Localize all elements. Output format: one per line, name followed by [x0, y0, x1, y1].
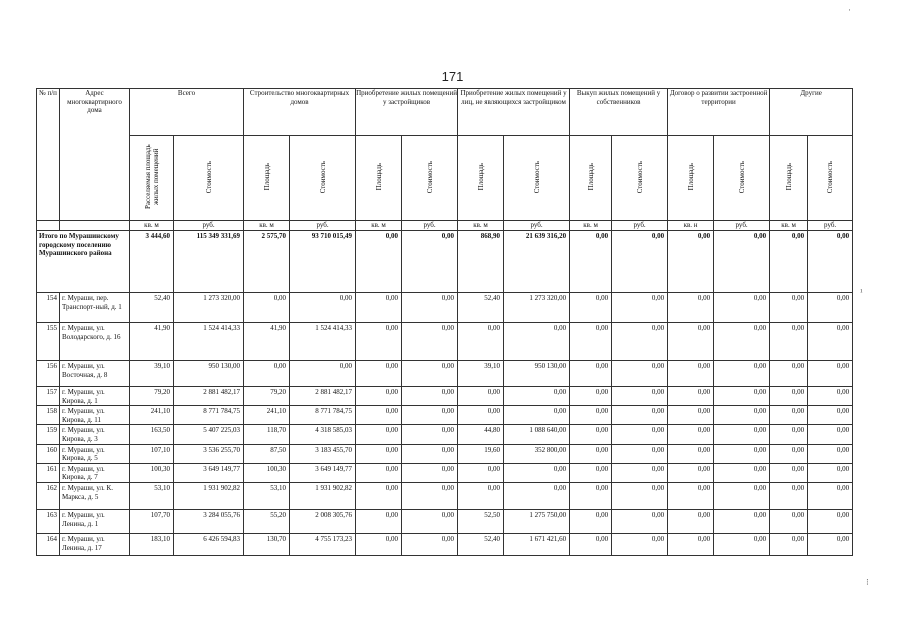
row-value: 0,00 — [570, 463, 612, 482]
row-value: 0,00 — [356, 323, 402, 361]
row-value: 0,00 — [402, 293, 458, 323]
unit-label: кв. м — [244, 221, 290, 231]
total-value: 21 639 316,20 — [504, 231, 570, 293]
row-address: г. Мураши, ул. Кирова, д. 7 — [60, 463, 130, 482]
total-value: 0,00 — [570, 231, 612, 293]
unit-label: руб. — [612, 221, 668, 231]
row-value: 0,00 — [668, 323, 714, 361]
row-value: 0,00 — [402, 425, 458, 444]
row-value: 8 771 784,75 — [174, 406, 244, 425]
row-value: 0,00 — [808, 509, 853, 533]
row-value: 0,00 — [714, 444, 770, 463]
row-value: 53,10 — [130, 482, 174, 509]
row-value: 183,10 — [130, 533, 174, 555]
row-address: г. Мураши, ул. Кирова, д. 5 — [60, 444, 130, 463]
row-value: 0,00 — [402, 387, 458, 406]
row-number: 156 — [37, 361, 60, 387]
row-value: 3 183 455,70 — [290, 444, 356, 463]
row-value: 0,00 — [714, 482, 770, 509]
row-value: 0,00 — [668, 425, 714, 444]
table-row — [37, 323, 853, 361]
row-value: 0,00 — [570, 425, 612, 444]
row-number: 162 — [37, 482, 60, 509]
total-value: 0,00 — [770, 231, 808, 293]
row-value: 0,00 — [570, 482, 612, 509]
table-row — [37, 293, 853, 323]
row-value: 41,90 — [130, 323, 174, 361]
header-from-nondevelopers: Приобретение жилых помещений у лиц, не являющихся застройщиком — [458, 89, 570, 136]
row-value: 55,20 — [244, 509, 290, 533]
row-address: г. Мураши, ул. Восточная, д. 8 — [60, 361, 130, 387]
subheader-cost — [174, 136, 244, 221]
row-address: г. Мураши, ул. Ленина, д. 17 — [60, 533, 130, 555]
row-number: 164 — [37, 533, 60, 555]
row-value: 0,00 — [714, 406, 770, 425]
row-value: 0,00 — [612, 533, 668, 555]
row-value: 2 881 482,17 — [174, 387, 244, 406]
unit-label: руб. — [290, 221, 356, 231]
row-number: 158 — [37, 406, 60, 425]
row-value: 107,10 — [130, 444, 174, 463]
row-value: 0,00 — [402, 533, 458, 555]
row-value: 0,00 — [570, 361, 612, 387]
row-value: 0,00 — [402, 323, 458, 361]
row-value: 0,00 — [770, 323, 808, 361]
row-value: 0,00 — [668, 509, 714, 533]
row-value: 0,00 — [770, 293, 808, 323]
row-value: 4 755 173,23 — [290, 533, 356, 555]
row-value: 0,00 — [612, 293, 668, 323]
unit-label: руб. — [808, 221, 853, 231]
total-value: 868,90 — [458, 231, 504, 293]
row-value: 0,00 — [770, 406, 808, 425]
row-value: 0,00 — [504, 387, 570, 406]
row-value: 2 881 482,17 — [290, 387, 356, 406]
subheader-label: Стоимость — [532, 160, 541, 193]
row-value: 0,00 — [504, 323, 570, 361]
row-value: 0,00 — [612, 387, 668, 406]
subheader-resettled-area — [130, 136, 174, 221]
total-value: 115 349 331,69 — [174, 231, 244, 293]
units-empty-cell — [37, 221, 60, 231]
table-body — [37, 231, 853, 556]
row-value: 3 649 149,77 — [290, 463, 356, 482]
row-value: 87,50 — [244, 444, 290, 463]
row-value: 52,50 — [458, 509, 504, 533]
table-row — [37, 387, 853, 406]
unit-label: руб. — [714, 221, 770, 231]
row-value: 0,00 — [808, 533, 853, 555]
row-number: 155 — [37, 323, 60, 361]
units-row — [37, 221, 853, 231]
row-value: 0,00 — [356, 293, 402, 323]
row-value: 0,00 — [668, 406, 714, 425]
row-value: 1 931 902,82 — [174, 482, 244, 509]
row-value: 1 273 320,00 — [174, 293, 244, 323]
row-value: 0,00 — [808, 293, 853, 323]
unit-label: кв. м — [130, 221, 174, 231]
row-value: 0,00 — [714, 463, 770, 482]
row-value: 0,00 — [714, 323, 770, 361]
row-value: 3 536 255,70 — [174, 444, 244, 463]
subheader-label: Стоимость — [425, 160, 434, 193]
row-value: 3 649 149,77 — [174, 463, 244, 482]
row-value: 0,00 — [570, 293, 612, 323]
subheader-label: Площадь — [784, 163, 793, 191]
row-value: 0,00 — [290, 293, 356, 323]
table-row — [37, 533, 853, 555]
table-row — [37, 482, 853, 509]
row-value: 0,00 — [808, 406, 853, 425]
row-address: г. Мураши, ул. К. Маркса, д. 5 — [60, 482, 130, 509]
table-row — [37, 444, 853, 463]
scan-mark-bottom: ⁝ — [866, 577, 869, 587]
total-value: 0,00 — [668, 231, 714, 293]
row-number: 160 — [37, 444, 60, 463]
row-value: 19,60 — [458, 444, 504, 463]
table-row — [37, 463, 853, 482]
row-value: 0,00 — [808, 387, 853, 406]
row-value: 0,00 — [570, 406, 612, 425]
row-value: 0,00 — [402, 444, 458, 463]
row-value: 0,00 — [808, 361, 853, 387]
row-value: 0,00 — [770, 482, 808, 509]
row-value: 0,00 — [458, 406, 504, 425]
row-value: 0,00 — [770, 463, 808, 482]
row-value: 100,30 — [130, 463, 174, 482]
subheader-cost — [290, 136, 356, 221]
row-value: 0,00 — [714, 387, 770, 406]
row-value: 0,00 — [504, 406, 570, 425]
row-value: 0,00 — [458, 463, 504, 482]
row-number: 163 — [37, 509, 60, 533]
row-value: 0,00 — [668, 533, 714, 555]
row-value: 0,00 — [570, 509, 612, 533]
row-value: 107,70 — [130, 509, 174, 533]
total-row — [37, 231, 853, 293]
total-value: 0,00 — [356, 231, 402, 293]
table-row — [37, 425, 853, 444]
subheader-label: Площадь — [374, 163, 383, 191]
row-value: 44,80 — [458, 425, 504, 444]
row-value: 1 275 750,00 — [504, 509, 570, 533]
page-number: 171 — [441, 69, 464, 84]
subheader-area — [570, 136, 612, 221]
row-value: 0,00 — [356, 509, 402, 533]
total-value: 93 710 015,49 — [290, 231, 356, 293]
header-total: Всего — [130, 89, 244, 136]
row-value: 0,00 — [290, 361, 356, 387]
units-empty-cell — [60, 221, 130, 231]
row-value: 352 800,00 — [504, 444, 570, 463]
unit-label: руб. — [174, 221, 244, 231]
row-value: 0,00 — [714, 425, 770, 444]
row-value: 0,00 — [356, 361, 402, 387]
row-value: 0,00 — [504, 463, 570, 482]
row-number: 154 — [37, 293, 60, 323]
row-value: 0,00 — [714, 361, 770, 387]
row-number: 161 — [37, 463, 60, 482]
row-value: 0,00 — [356, 463, 402, 482]
subheader-cost — [504, 136, 570, 221]
row-value: 1 273 320,00 — [504, 293, 570, 323]
header-buyout: Выкуп жилых помещений у собственников — [570, 89, 668, 136]
header-construction: Строительство многоквартирных домов — [244, 89, 356, 136]
row-value: 0,00 — [612, 323, 668, 361]
subheader-area — [458, 136, 504, 221]
subheader-cost — [612, 136, 668, 221]
row-value: 0,00 — [668, 482, 714, 509]
row-value: 0,00 — [356, 406, 402, 425]
total-value: 0,00 — [402, 231, 458, 293]
row-value: 0,00 — [668, 387, 714, 406]
row-address: г. Мураши, ул. Кирова, д. 3 — [60, 425, 130, 444]
row-value: 1 524 414,33 — [174, 323, 244, 361]
row-address: г. Мураши, пер. Транспорт-ный, д. 1 — [60, 293, 130, 323]
row-value: 0,00 — [714, 293, 770, 323]
row-value: 1 931 902,82 — [290, 482, 356, 509]
row-value: 52,40 — [458, 293, 504, 323]
row-value: 6 426 594,83 — [174, 533, 244, 555]
row-value: 0,00 — [808, 482, 853, 509]
table-row — [37, 509, 853, 533]
row-value: 52,40 — [458, 533, 504, 555]
row-value: 0,00 — [504, 482, 570, 509]
total-value: 3 444,60 — [130, 231, 174, 293]
row-value: 79,20 — [244, 387, 290, 406]
row-value: 0,00 — [770, 361, 808, 387]
row-value: 4 318 585,03 — [290, 425, 356, 444]
row-value: 1 088 640,00 — [504, 425, 570, 444]
row-value: 0,00 — [570, 444, 612, 463]
row-value: 0,00 — [402, 361, 458, 387]
subheader-area — [244, 136, 290, 221]
header-territory-development: Договор о развитии застроенной территории — [668, 89, 770, 136]
row-value: 0,00 — [668, 463, 714, 482]
row-value: 79,20 — [130, 387, 174, 406]
row-value: 2 008 305,76 — [290, 509, 356, 533]
subheader-label: Стоимость — [737, 160, 746, 193]
unit-label: кв. н — [668, 221, 714, 231]
row-value: 0,00 — [808, 444, 853, 463]
total-value: 0,00 — [612, 231, 668, 293]
row-value: 0,00 — [458, 387, 504, 406]
row-value: 100,30 — [244, 463, 290, 482]
row-value: 0,00 — [402, 509, 458, 533]
row-value: 0,00 — [356, 425, 402, 444]
total-value: 2 575,70 — [244, 231, 290, 293]
row-value: 0,00 — [570, 533, 612, 555]
row-value: 39,10 — [458, 361, 504, 387]
row-value: 0,00 — [356, 387, 402, 406]
row-value: 0,00 — [668, 361, 714, 387]
row-address: г. Мураши, ул. Ленина, д. 1 — [60, 509, 130, 533]
row-value: 0,00 — [356, 444, 402, 463]
row-value: 0,00 — [458, 482, 504, 509]
row-value: 0,00 — [402, 406, 458, 425]
subheader-label: Стоимость — [318, 160, 327, 193]
row-value: 0,00 — [356, 482, 402, 509]
row-value: 950 130,00 — [504, 361, 570, 387]
header-other: Другие — [770, 89, 853, 136]
row-address: г. Мураши, ул. Володарского, д. 16 — [60, 323, 130, 361]
row-value: 0,00 — [714, 533, 770, 555]
subheader-label: Стоимость — [204, 160, 213, 193]
row-value: 0,00 — [770, 533, 808, 555]
row-value: 39,10 — [130, 361, 174, 387]
total-label: Итого по Мурашинскому городскому поселению Мурашинского района — [37, 231, 130, 293]
subheader-label: Стоимость — [826, 160, 835, 193]
row-value: 0,00 — [808, 425, 853, 444]
row-value: 0,00 — [770, 425, 808, 444]
row-value: 241,10 — [244, 406, 290, 425]
row-value: 0,00 — [808, 463, 853, 482]
row-value: 0,00 — [356, 533, 402, 555]
row-value: 0,00 — [612, 509, 668, 533]
total-value: 0,00 — [808, 231, 853, 293]
row-value: 0,00 — [770, 509, 808, 533]
header-from-developers: Приобретение жилых помещений у застройщиков — [356, 89, 458, 136]
header-address: Адрес многоквартирного дома — [60, 89, 130, 221]
row-value: 130,70 — [244, 533, 290, 555]
unit-label: руб. — [504, 221, 570, 231]
table-row — [37, 361, 853, 387]
row-number: 159 — [37, 425, 60, 444]
row-value: 41,90 — [244, 323, 290, 361]
row-value: 0,00 — [612, 444, 668, 463]
table-row — [37, 406, 853, 425]
row-value: 0,00 — [770, 387, 808, 406]
row-value: 0,00 — [612, 406, 668, 425]
row-value: 8 771 784,75 — [290, 406, 356, 425]
row-value: 0,00 — [808, 323, 853, 361]
row-value: 0,00 — [612, 463, 668, 482]
unit-label: кв. м — [458, 221, 504, 231]
subheader-label: Расселяемая площадь жилых помещений — [143, 144, 160, 210]
row-value: 3 284 055,76 — [174, 509, 244, 533]
subheader-label: Стоимость — [635, 160, 644, 193]
row-value: 950 130,00 — [174, 361, 244, 387]
scan-mark-middle: ¹ — [860, 287, 863, 297]
row-value: 0,00 — [570, 323, 612, 361]
subheader-cost — [402, 136, 458, 221]
row-value: 53,10 — [244, 482, 290, 509]
row-value: 1 671 421,60 — [504, 533, 570, 555]
row-value: 0,00 — [244, 361, 290, 387]
row-value: 1 524 414,33 — [290, 323, 356, 361]
row-value: 0,00 — [458, 323, 504, 361]
scan-mark-top: · — [848, 5, 851, 15]
row-value: 0,00 — [714, 509, 770, 533]
subheader-area — [356, 136, 402, 221]
subheader-area — [770, 136, 808, 221]
row-address: г. Мураши, ул. Кирова, д. 11 — [60, 406, 130, 425]
row-number: 157 — [37, 387, 60, 406]
row-value: 0,00 — [612, 425, 668, 444]
subheader-label: Площадь — [262, 163, 271, 191]
row-value: 0,00 — [402, 463, 458, 482]
unit-label: руб. — [402, 221, 458, 231]
unit-label: кв. м — [770, 221, 808, 231]
row-value: 241,10 — [130, 406, 174, 425]
row-value: 0,00 — [668, 444, 714, 463]
row-value: 52,40 — [130, 293, 174, 323]
row-value: 163,50 — [130, 425, 174, 444]
unit-label: кв. м — [570, 221, 612, 231]
row-value: 0,00 — [244, 293, 290, 323]
row-value: 0,00 — [612, 482, 668, 509]
subheader-area — [668, 136, 714, 221]
subheader-cost — [808, 136, 853, 221]
row-value: 0,00 — [570, 387, 612, 406]
row-value: 0,00 — [402, 482, 458, 509]
subheader-label: Площадь — [476, 163, 485, 191]
row-value: 0,00 — [612, 361, 668, 387]
subheader-label: Площадь — [586, 163, 595, 191]
row-address: г. Мураши, ул. Кирова, д. 1 — [60, 387, 130, 406]
total-value: 0,00 — [714, 231, 770, 293]
header-number: № п/п — [37, 89, 60, 221]
unit-label: кв. м — [356, 221, 402, 231]
subheader-cost — [714, 136, 770, 221]
row-value: 0,00 — [668, 293, 714, 323]
subheader-label: Площадь — [686, 163, 695, 191]
resettlement-table — [36, 88, 853, 556]
row-value: 5 407 225,03 — [174, 425, 244, 444]
row-value: 0,00 — [770, 444, 808, 463]
row-value: 118,70 — [244, 425, 290, 444]
